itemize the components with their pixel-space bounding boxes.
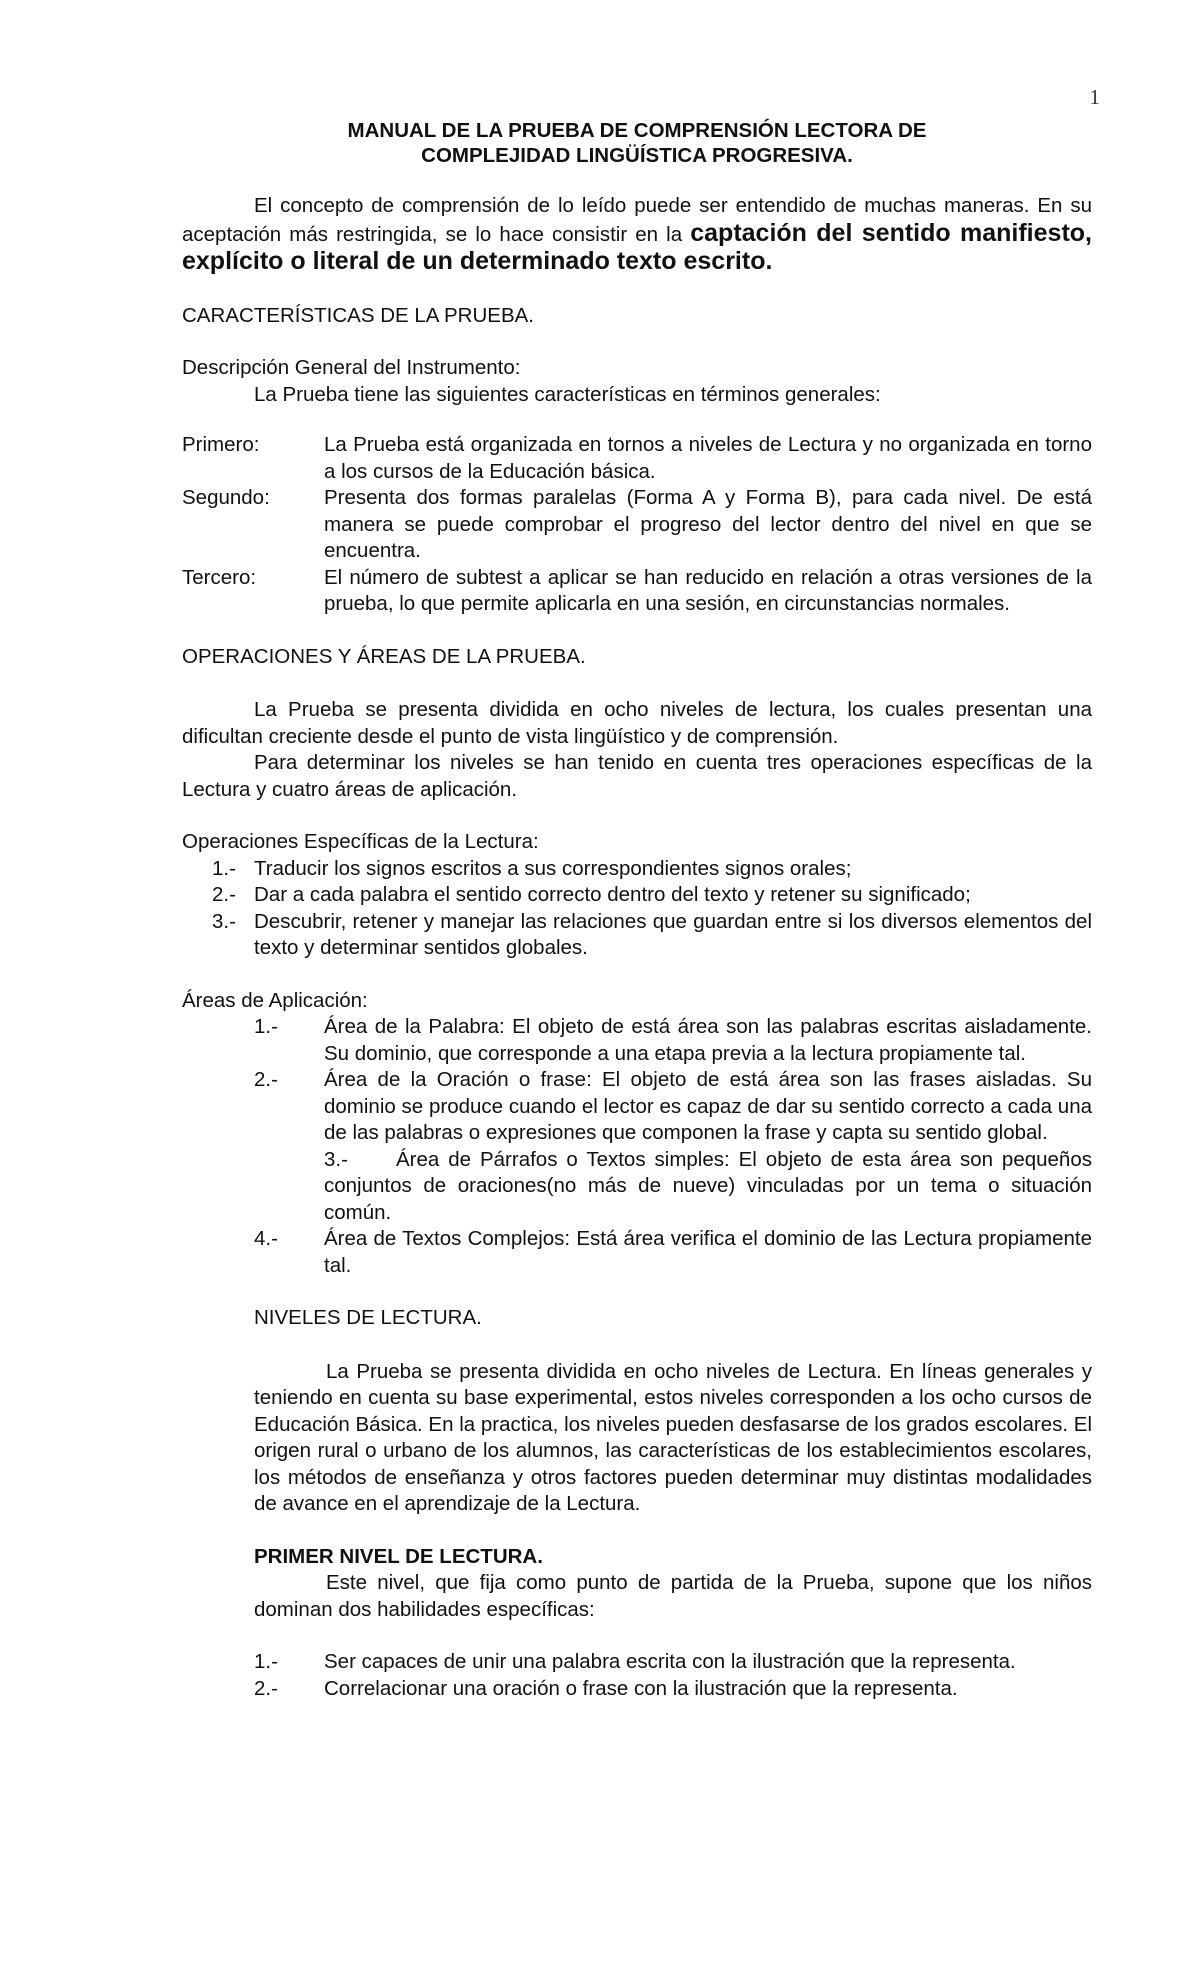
heading-caracteristicas: CARACTERÍSTICAS DE LA PRUEBA. <box>182 303 535 327</box>
skill-text: Ser capaces de unir una palabra escrita con la ilustración que la representa. <box>324 1650 1016 1673</box>
operation-text: Dar a cada palabra el sentido correcto dentro del texto y retener su significado; <box>254 883 971 906</box>
skill-item <box>254 1649 1092 1676</box>
operaciones-paragraph-2: Para determinar los niveles se han tenido en cuenta tres operaciones específicas de la Lectura y cuatro áreas de aplicación. <box>182 751 1092 801</box>
skill-text: Correlacionar una oración o frase con la ilustración que la representa. <box>324 1676 958 1700</box>
niveles-paragraph: La Prueba se presenta dividida en ocho niveles de Lectura. En líneas generales y teniendo en cuenta su base experimental, estos niveles corresponden a los ocho cursos de Educación Básica. En la practica, los niveles pueden desfasarse de los grados escolares. El origen rural o urbano de los alumnos, las características de los establecimientos escolares, los métodos de enseñanza y otros factores pueden determinar muy distintas modalidades de avance en el aprendizaje de la Lectura. <box>254 1359 1092 1515</box>
area-text: Área de la Palabra: El objeto de está área son las palabras escritas aisladamente. Su dominio, que corresponde a una etapa previa a la lectura propiamente tal. <box>324 1015 1092 1065</box>
area-item <box>254 1067 1092 1147</box>
operation-item <box>212 856 1092 883</box>
desc-general-label: Descripción General del Instrumento: <box>182 356 521 379</box>
operation-number: 3.- <box>212 909 236 933</box>
operation-text: Descubrir, retener y manejar las relaciones que guardan entre si los diversos elementos del texto y determinar sentidos globales. <box>254 909 1092 959</box>
feature-text: El número de subtest a aplicar se han reducido en relación a otras versiones de la prueba, lo que permite aplicarla en una sesión, en circunstancias normales. <box>324 565 1092 615</box>
heading-operaciones: OPERACIONES Y ÁREAS DE LA PRUEBA. <box>182 644 586 668</box>
area-text: Área de la Oración o frase: El objeto de está área son las frases aisladas. Su dominio se produce cuando el lector es capaz de dar su sentido correcto a cada una de las palabras o expresiones que componen la frase y capta su sentido global. <box>324 1068 1092 1144</box>
page-number: 1 <box>1089 85 1100 109</box>
feature-item <box>182 565 1092 618</box>
intro-text: El concepto de comprensión de lo leído puede ser entendido de muchas maneras. En su aceptación más restringida, se lo hace consistir en la <box>182 194 1092 246</box>
feature-label: Tercero: <box>182 565 257 589</box>
heading-niveles: NIVELES DE LECTURA. <box>254 1306 482 1329</box>
area-number: 1.- <box>254 1015 278 1038</box>
area-number: 2.- <box>254 1068 278 1091</box>
feature-label: Segundo: <box>182 486 270 509</box>
area-item <box>254 1226 1092 1279</box>
feature-item <box>182 432 1092 485</box>
document-title <box>237 118 1037 168</box>
operation-item <box>212 909 1092 962</box>
desc-general-text: La Prueba tiene las siguientes características en términos generales: <box>254 382 881 406</box>
skill-number: 1.- <box>254 1650 278 1673</box>
areas-label: Áreas de Aplicación: <box>182 988 368 1012</box>
document-body <box>182 118 1092 1702</box>
feature-text: La Prueba está organizada en tornos a niveles de Lectura y no organizada en torno a los cursos de la Educación básica. <box>324 433 1092 483</box>
title-line-2: COMPLEJIDAD LINGÜÍSTICA PROGRESIVA. <box>421 144 853 167</box>
primer-nivel-paragraph: Este nivel, que fija como punto de partida de la Prueba, supone que los niños dominan dos habilidades específicas: <box>254 1571 1092 1621</box>
area-text: Área de Párrafos o Textos simples: El objeto de esta área son pequeños conjuntos de oraciones(no más de nueve) vinculadas por un tema o situación común. <box>324 1147 1092 1224</box>
feature-text: Presenta dos formas paralelas (Forma A y Forma B), para cada nivel. De está manera se puede comprobar el progreso del lector dentro del nivel en que se encuentra. <box>324 486 1092 562</box>
area-item <box>324 1147 1092 1227</box>
heading-primer-nivel: PRIMER NIVEL DE LECTURA. <box>254 1544 543 1568</box>
intro-paragraph <box>182 193 1092 277</box>
operation-number: 1.- <box>212 856 236 880</box>
title-line-1: MANUAL DE LA PRUEBA DE COMPRENSIÓN LECTORA DE <box>347 119 927 142</box>
area-number: 3.- <box>324 1147 348 1171</box>
area-text: Área de Textos Complejos: Está área verifica el dominio de las Lectura propiamente tal. <box>324 1227 1092 1277</box>
operaciones-paragraph-1: La Prueba se presenta dividida en ocho niveles de lectura, los cuales presentan una dificultan creciente desde el punto de vista lingüístico y de comprensión. <box>182 698 1092 748</box>
skill-number: 2.- <box>254 1676 278 1700</box>
area-number: 4.- <box>254 1227 278 1250</box>
intro-emphasis: captación del sentido manifiesto, explícito o literal de un determinado texto escrito. <box>182 218 1092 275</box>
operation-item <box>212 882 1092 909</box>
skill-item <box>254 1676 1092 1703</box>
operations-list <box>212 856 1092 962</box>
features-list <box>182 432 1092 618</box>
area-item <box>254 1014 1092 1067</box>
areas-list <box>182 1014 1092 1279</box>
feature-label: Primero: <box>182 433 260 456</box>
operation-number: 2.- <box>212 883 236 906</box>
operation-text: Traducir los signos escritos a sus correspondientes signos orales; <box>254 856 852 880</box>
feature-item <box>182 485 1092 565</box>
operaciones-especificas-label: Operaciones Específicas de la Lectura: <box>182 830 539 853</box>
skills-list <box>254 1649 1092 1702</box>
